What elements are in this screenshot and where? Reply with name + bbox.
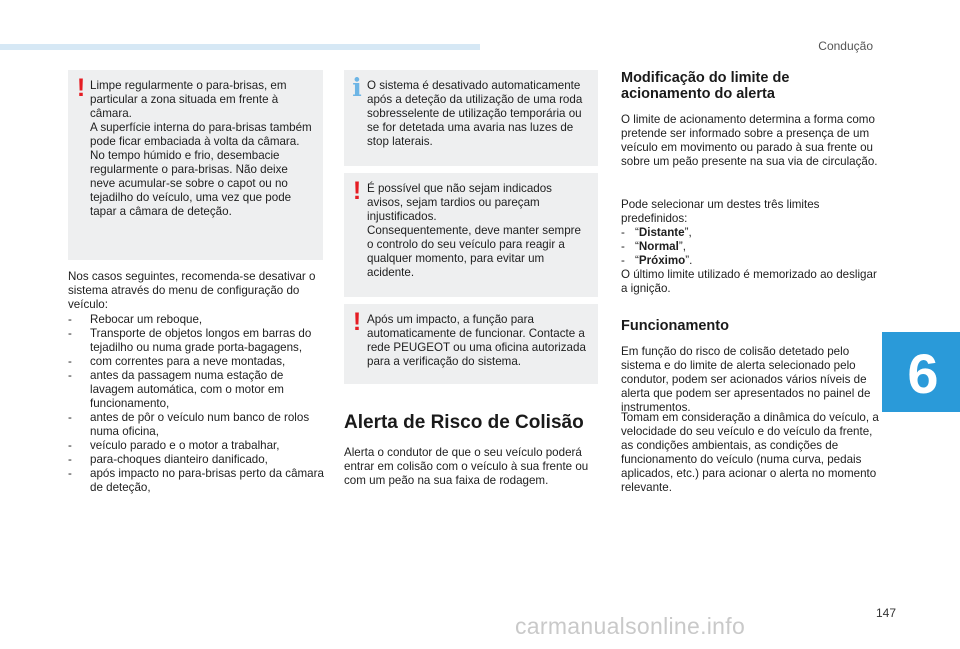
operation-paragraph-1: Em função do risco de colisão detetado pelo sistema e do limite de alerta selecionado pelo condutor, podem ser acionados vários níveis de alerta que podem ser apresentados no painel de instrumentos. bbox=[621, 345, 871, 414]
watermark: carmanualsonline.info bbox=[515, 613, 746, 639]
operation-paragraph-2: Tomam em consideração a dinâmica do veículo, a velocidade do seu veículo e do veículo da frente, as condições ambientais, as condições de funcionamento do veículo (numa curva, pedais aplicados, etc.) para acionar o alerta no momento relevante. bbox=[621, 411, 879, 494]
threshold-paragraph: O limite de acionamento determina a forma como pretende ser informado sobre a presença de um veículo em movimento ou parado à sua frente ou sobre um peão presente na sua via de circulação. bbox=[621, 113, 878, 168]
section-title: Condução bbox=[818, 39, 873, 53]
header-bar bbox=[0, 44, 480, 50]
info-text: O sistema é desativado automaticamente após a deteção da utilização de uma roda sobresselente de utilização temporária ou se for detetada uma avaria nas luzes de stop laterais. bbox=[367, 79, 583, 148]
threshold-options-list bbox=[621, 226, 879, 268]
list-item: - Rebocar um reboque, bbox=[68, 313, 203, 326]
chapter-number: 6 bbox=[907, 342, 939, 405]
list-item: - veículo parado e o motor a trabalhar, bbox=[68, 439, 280, 452]
warning-exclamation-icon: ! bbox=[352, 308, 362, 336]
list-item: - “Distante”, bbox=[621, 226, 692, 239]
info-icon: i bbox=[352, 73, 362, 102]
list-item: - com correntes para a neve montadas, bbox=[68, 355, 286, 368]
page-number: 147 bbox=[876, 606, 897, 620]
threshold-options-intro: Pode selecionar um destes três limites predefinidos: bbox=[621, 198, 820, 225]
list-item: - Transporte de objetos longos em barras do tejadilho ou numa grade porta-bagagens, bbox=[68, 327, 312, 354]
list-item: - antes da passagem numa estação de lavagem automática, com o motor em funcionamento, bbox=[68, 369, 284, 410]
section-heading: Alerta de Risco de Colisão bbox=[344, 412, 584, 433]
warning-box-alerts bbox=[344, 173, 598, 297]
list-item: - “Próximo”. bbox=[621, 254, 693, 267]
warning-box-camera bbox=[68, 70, 323, 260]
info-box-spare-wheel bbox=[344, 70, 598, 166]
warning-exclamation-icon: ! bbox=[352, 177, 362, 205]
threshold-memory-note: O último limite utilizado é memorizado ao desligar a ignição. bbox=[621, 268, 877, 295]
warning-text: É possível que não sejam indicados avisos, sejam tardios ou pareçam injustificados. Consequentemente, deve manter sempre o controlo do seu veículo para reagir a qualquer momento, para evitar um acidente. bbox=[367, 182, 581, 279]
subheading-operation: Funcionamento bbox=[621, 318, 729, 334]
list-item: - para-choques dianteiro danificado, bbox=[68, 453, 268, 466]
list-item: - antes de pôr o veículo num banco de rolos numa oficina, bbox=[68, 411, 310, 438]
deactivation-intro: Nos casos seguintes, recomenda-se desativar o sistema através do menu de configuração do veículo: bbox=[68, 270, 316, 311]
section-intro: Alerta o condutor de que o seu veículo poderá entrar em colisão com o veículo à sua frente ou com um peão na sua faixa de rodagem. bbox=[344, 446, 589, 487]
warning-box-impact bbox=[344, 304, 598, 384]
list-item: - “Normal”, bbox=[621, 240, 686, 253]
list-item: - após impacto no para-brisas perto da câmara de deteção, bbox=[68, 467, 324, 494]
warning-text: Após um impacto, a função para automaticamente de funcionar. Contacte a rede PEUGEOT ou uma oficina autorizada para a verificação do sistema. bbox=[367, 313, 586, 368]
deactivation-list bbox=[68, 313, 326, 495]
subheading-threshold: Modificação do limite de acionamento do alerta bbox=[621, 70, 790, 102]
warning-text: Limpe regularmente o para-brisas, em particular a zona situada em frente à câmara. A superfície interna do para-brisas também pode ficar embaciada à volta da câmara. No tempo húmido e frio, desembacie regularmente o para-brisas. Não deixe neve acumular-se sobre o capot ou no tejadilho do veículo, uma vez que pode tapar a câmara de deteção. bbox=[90, 79, 312, 218]
warning-exclamation-icon: ! bbox=[76, 74, 86, 102]
